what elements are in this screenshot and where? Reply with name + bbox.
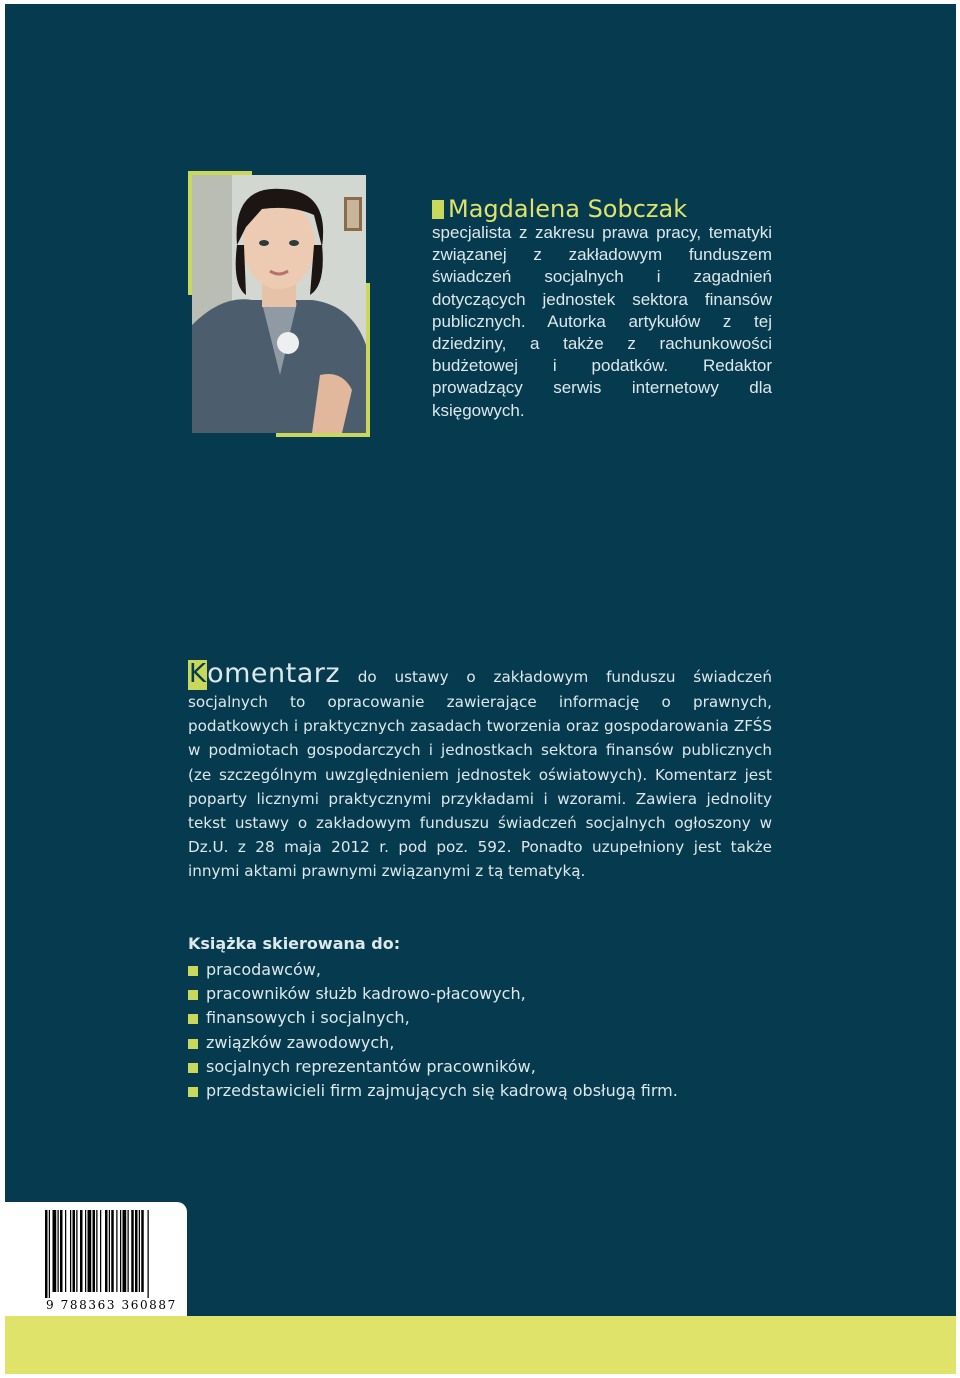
barcode-bar (65, 1210, 66, 1292)
list-item: pracowników służb kadrowo-płacowych, (188, 982, 678, 1006)
barcode-bar (141, 1210, 144, 1292)
list-item: przedstawicieli firm zajmujących się kadrową obsługą firm. (188, 1079, 678, 1103)
book-description (188, 660, 772, 884)
bullet-square-icon (188, 990, 198, 1000)
description-body: do ustawy o zakładowym funduszu świadczeń socjalnych to opracowanie zawierające informację o prawnych, podatkowych i praktycznych zasadach tworzenia oraz gospodarowania ZFŚS w podmiotach gospodarczych i jednostkach sektora finansów publicznych (ze szczególnym uwzględnieniem jednostek oświatowych). Komentarz jest poparty licznymi praktycznymi przykładami i wzorami. Zawiera jednolity tekst ustawy o zakładowym funduszu świadczeń socjalnych ogłoszony w Dz.U. z 28 maja 2012 r. pod poz. 592. Ponadto uzupełniony jest także innymi aktami prawnymi związanymi z tą tematyką. (188, 668, 772, 881)
barcode-bar (128, 1210, 129, 1292)
barcode-bar (45, 1210, 48, 1298)
description-title: omentarz (207, 658, 341, 689)
barcode-bar (105, 1210, 108, 1292)
barcode-bar (139, 1210, 140, 1292)
barcode-bar (73, 1210, 76, 1292)
list-item: związków zawodowych, (188, 1031, 678, 1055)
author-portrait (192, 175, 366, 433)
barcode-bar (135, 1210, 138, 1292)
barcode-bar (131, 1210, 134, 1292)
barcode-bar (58, 1210, 59, 1292)
bullet-square-icon (188, 1063, 198, 1073)
bullet-square-icon (188, 1087, 198, 1097)
author-photo (188, 171, 370, 437)
audience-list (188, 958, 678, 1103)
barcode-bar (76, 1210, 77, 1292)
bullet-square-icon (188, 1014, 198, 1024)
list-item: pracodawców, (188, 958, 678, 982)
barcode-bar (96, 1210, 97, 1292)
barcode-bar (85, 1210, 86, 1292)
name-marker (432, 200, 444, 219)
barcode-bar (111, 1210, 114, 1292)
bottom-accent-band (5, 1316, 956, 1374)
bullet-square-icon (188, 1039, 198, 1049)
author-name (432, 194, 687, 224)
list-item: finansowych i socjalnych, (188, 1006, 678, 1030)
barcode-bar (120, 1210, 121, 1292)
list-item: socjalnych reprezentantów pracowników, (188, 1055, 678, 1079)
bullet-square-icon (188, 966, 198, 976)
audience-title: Książka skierowana do: (188, 934, 401, 953)
barcode-bar (100, 1210, 101, 1292)
barcode-bar (123, 1210, 127, 1292)
barcode-bars (45, 1210, 181, 1298)
author-bio: specjalista z zakresu prawa pracy, tematyki związanej z zakładowym funduszem świadczeń socjalnych i zagadnień dotyczących jednostek sektora finansów publicznych. Autorka artykułów z tej dziedziny, a także z rachunkowości budżetowej i podatków. Redaktor prowadzący serwis internetowy dla księgowych. (432, 223, 772, 420)
barcode-bar (53, 1210, 57, 1292)
barcode-bar (109, 1210, 110, 1292)
barcode-bar (93, 1210, 96, 1292)
isbn-barcode (5, 1202, 187, 1316)
author-name-text: Magdalena Sobczak (448, 195, 688, 223)
isbn-number: 9 788363 360887 (46, 1298, 177, 1312)
barcode-bar (116, 1210, 117, 1292)
barcode-bar (88, 1210, 92, 1292)
barcode-bar (60, 1210, 63, 1292)
description-initial: K (189, 659, 207, 689)
barcode-bar (70, 1210, 71, 1292)
barcode-bar (49, 1210, 50, 1298)
barcode-bar (148, 1210, 149, 1298)
barcode-bar (80, 1210, 83, 1292)
